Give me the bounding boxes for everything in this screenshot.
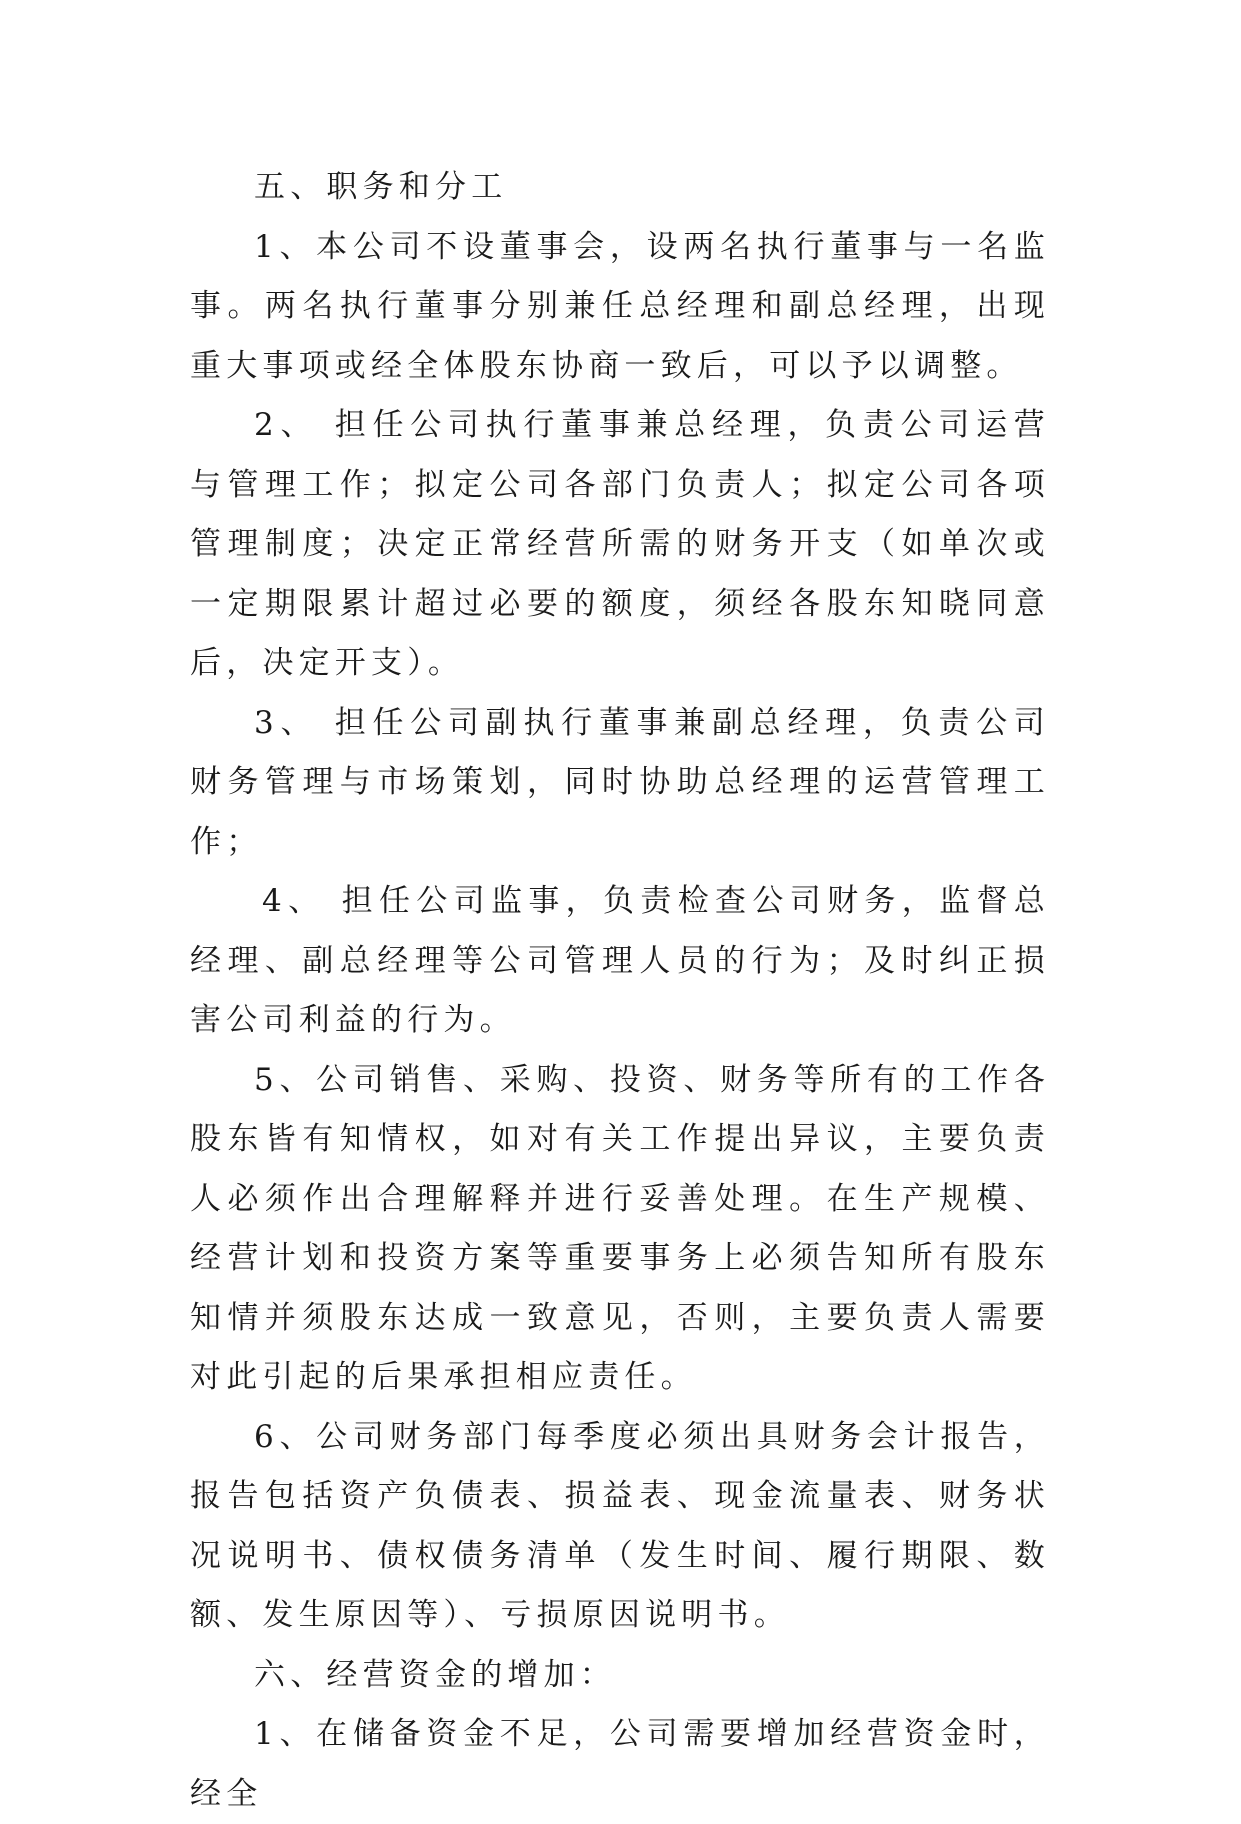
paragraph-clause-4: 4、 担任公司监事，负责检查公司财务，监督总经理、副总经理等公司管理人员的行为；及时纠正损害公司利益的行为。 <box>190 883 1050 1038</box>
paragraph-clause-3: 3、 担任公司副执行董事兼副总经理，负责公司财务管理与市场策划，同时协助总经理的运营管理工作； <box>190 704 1050 860</box>
section-heading-duties: 五、职务和分工 <box>254 169 508 205</box>
paragraph-clause-1: 1、本公司不设董事会，设两名执行董事与一名监事。两名执行董事分别兼任总经理和副总经理，出现重大事项或经全体股东协商一致后，可以予以调整。 <box>190 228 1050 384</box>
paragraph-capital-clause-1: 1、在储备资金不足，公司需要增加经营资金时，经全 <box>190 1716 1050 1812</box>
paragraph-clause-2: 2、 担任公司执行董事兼总经理，负责公司运营与管理工作；拟定公司各部门负责人；拟定公司各项管理制度；决定正常经营所需的财务开支（如单次或一定期限累计超过必要的额度，须经各股东知晓同意后，决定开支）。 <box>190 407 1050 681</box>
paragraph-clause-6: 6、公司财务部门每季度必须出具财务会计报告，报告包括资产负债表、损益表、现金流量表、财务状况说明书、债权债务清单（发生时间、履行期限、数额、发生原因等）、亏损原因说明书。 <box>190 1418 1050 1633</box>
document-body <box>190 158 1050 1824</box>
paragraph-clause-5: 5、公司销售、采购、投资、财务等所有的工作各股东皆有知情权，如对有关工作提出异议，主要负责人必须作出合理解释并进行妥善处理。在生产规模、经营计划和投资方案等重要事务上必须告知所有股东知情并须股东达成一致意见，否则，主要负责人需要对此引起的后果承担相应责任。 <box>190 1061 1050 1395</box>
section-heading-capital: 六、经营资金的增加： <box>254 1656 616 1693</box>
